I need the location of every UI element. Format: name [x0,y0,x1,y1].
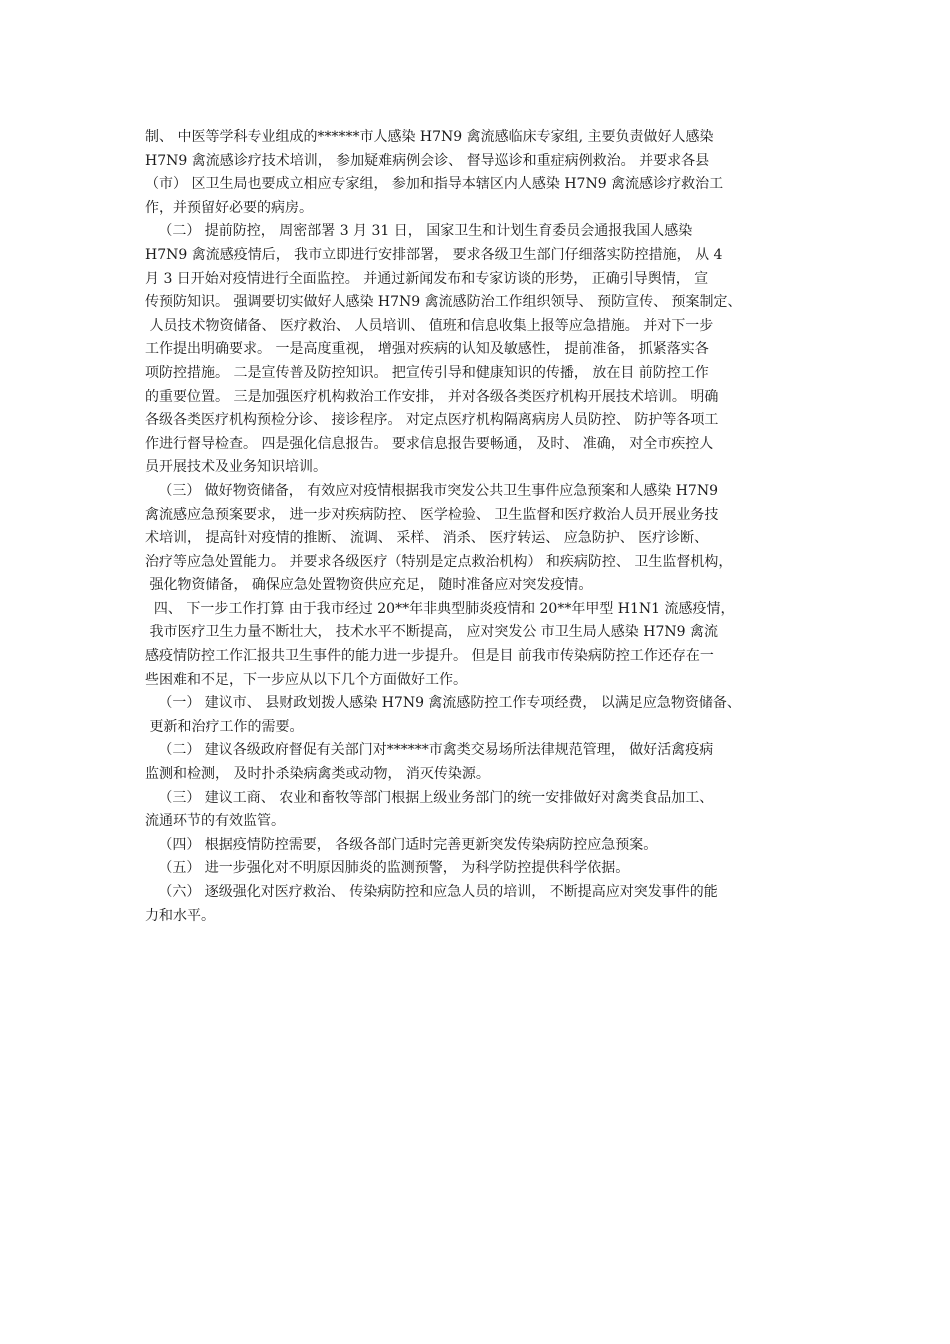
text-line: 人员技术物资储备、 医疗救治、 人员培训、 值班和信息收集上报等应急措施。 并对下一步 [145,317,714,334]
text-line: （三） 做好物资储备， 有效应对疫情根据我市突发公共卫生事件应急预案和人感染 H7N9 [145,482,718,499]
text-line: 月 3 日开始对疫情进行全面监控。 并通过新闻发布和专家访谈的形势， 正确引导舆情， 宣 [145,270,709,287]
text-line: （二） 提前防控， 周密部署 3 月 31 日， 国家卫生和计划生育委员会通报我国人感染 [145,223,693,240]
text-line: 作进行督导检查。 四是强化信息报告。 要求信息报告要畅通， 及时、 准确， 对全市疾控人 [145,435,714,452]
text-line: 传预防知识。 强调要切实做好人感染 H7N9 禽流感防治工作组织领导、 预防宣传、 预案制定、 [145,294,742,311]
text-line: （四） 根据疫情防控需要， 各级各部门适时完善更新突发传染病防控应急预案。 [145,836,658,853]
text-line: 四、 下一步工作打算 由于我市经过 20**年非典型肺炎疫情和 20**年甲型 H1N1 流感疫情， [145,600,735,617]
text-line: 作，并预留好必要的病房。 [145,199,313,216]
text-line: （二） 建议各级政府督促有关部门对******市禽类交易场所法律规范管理， 做好活禽疫病 [145,742,714,759]
text-line: 禽流感应急预案要求， 进一步对疾病防控、 医学检验、 卫生监督和医疗救治人员开展业务技 [145,506,719,523]
text-line: 制、 中医等学科专业组成的******市人感染 H7N9 禽流感临床专家组, 主要负责做好人感染 [145,129,714,145]
text-line: （市） 区卫生局也要成立相应专家组， 参加和指导本辖区内人感染 H7N9 禽流感诊疗救治工 [145,176,724,193]
text-line: （一） 建议市、 县财政划拨人感染 H7N9 禽流感防控工作专项经费， 以满足应急物资储备、 [145,695,741,712]
text-line: 治疗等应急处置能力。 并要求各级医疗（特别是定点救治机构） 和疾病防控、 卫生监督机构， [145,553,733,570]
text-line: 各级各类医疗机构预检分诊、 接诊程序。 对定点医疗机构隔离病房人员防控、 防护等各项工 [145,412,719,429]
text-line: 术培训， 提高针对疫情的推断、 流调、 采样、 消杀、 医疗转运、 应急防护、 医疗诊断、 [145,530,709,547]
text-line: 感疫情防控工作汇报共卫生事件的能力进一步提升。 但是目 前我市传染病防控工作还存在一 [145,648,714,665]
text-line: H7N9 禽流感疫情后， 我市立即进行安排部署， 要求各级卫生部门仔细落实防控措施， 从 4 [145,246,723,263]
text-line: 的重要位置。 三是加强医疗机构救治工作安排， 并对各级各类医疗机构开展技术培训。 明确 [145,388,719,405]
text-line: （三） 建议工商、 农业和畜牧等部门根据上级业务部门的统一安排做好对禽类食品加工、 [145,789,714,806]
text-line: 更新和治疗工作的需要。 [145,718,304,735]
text-line: 工作提出明确要求。 一是高度重视， 增强对疾病的认知及敏感性， 提前准备， 抓紧落实各 [145,341,709,358]
text-line: （五） 进一步强化对不明原因肺炎的监测预警， 为科学防控提供科学依据。 [145,860,630,877]
text-line: 力和水平。 [145,907,215,924]
text-line: （六） 逐级强化对医疗救治、 传染病防控和应急人员的培训， 不断提高应对突发事件的能 [145,884,718,900]
text-line: H7N9 禽流感诊疗技术培训， 参加疑难病例会诊、 督导巡诊和重症病例救治。 并要求各县 [145,152,710,169]
text-line: 我市医疗卫生力量不断壮大， 技术水平不断提高， 应对突发公 市卫生局人感染 H7N9 禽流 [145,624,718,641]
text-line: 监测和检测， 及时扑杀染病禽类或动物， 消灭传染源。 [145,766,490,783]
text-line: 流通环节的有效监管。 [145,813,285,830]
text-line: 些困难和不足，下一步应从以下几个方面做好工作。 [145,671,467,688]
text-line: 项防控措施。 二是宣传普及防控知识。 把宣传引导和健康知识的传播， 放在目 前防控工作 [145,364,709,381]
text-line: 强化物资储备， 确保应急处置物资供应充足， 随时准备应对突发疫情。 [145,577,593,594]
text-line: 员开展技术及业务知识培训。 [145,459,327,476]
document-body [145,126,825,928]
